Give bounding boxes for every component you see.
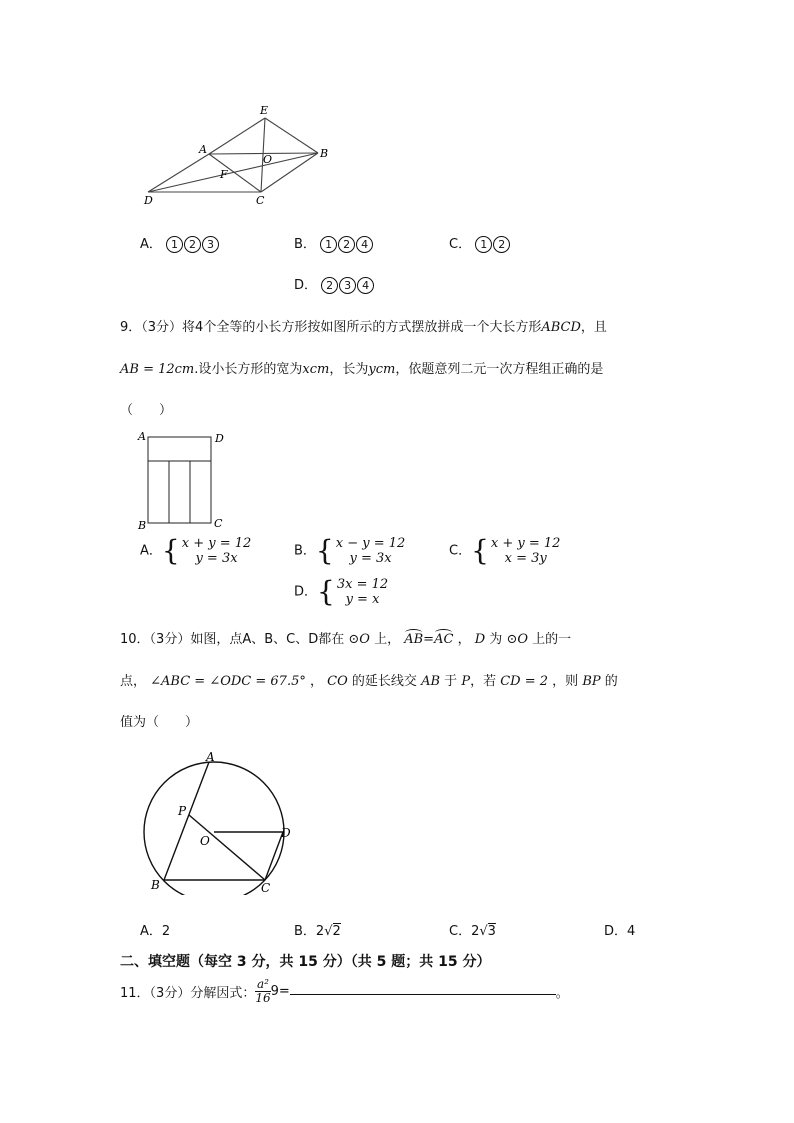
q8-label-D: D — [144, 194, 153, 207]
option-radicand: 2 — [332, 924, 341, 939]
q8-line-AE — [209, 118, 265, 154]
equation-system: x + y = 12 y = 3x — [181, 536, 252, 566]
q8-line-EB — [265, 118, 318, 153]
q8-label-B: B — [320, 147, 329, 160]
q9-stem-line2: AB = 12cm.设小长方形的宽为xcm，长为ycm，依题意列二元一次方程组正确的是 — [120, 362, 604, 377]
q10-label-A: A — [206, 750, 215, 764]
q10-label-P: P — [178, 804, 187, 818]
fraction: $\frac{\text{a²}}{16}$ — [255, 977, 271, 1005]
option-letter: B． — [294, 924, 316, 939]
q8-line-DB — [148, 153, 318, 192]
q9-option-b[interactable] — [294, 536, 405, 566]
q8-option-b[interactable] — [294, 233, 374, 253]
circled-number: 3 — [339, 277, 356, 294]
answer-blank[interactable] — [290, 982, 556, 995]
q8-label-O: O — [263, 153, 273, 166]
q10-option-a[interactable] — [140, 920, 170, 939]
option-letter: C． — [449, 543, 472, 559]
q8-line-AC — [209, 154, 261, 192]
q9-label-C: C — [214, 517, 223, 530]
q8-label-C: C — [256, 194, 265, 207]
q8-label-F: F — [220, 168, 228, 181]
option-letter: C． — [449, 924, 472, 939]
brace-icon: { — [161, 534, 180, 567]
q10-label-B: B — [151, 878, 160, 892]
option-letter: D． — [294, 278, 318, 293]
q10-figure — [138, 745, 308, 895]
q9-label-D: D — [215, 432, 224, 445]
option-value: 2 — [161, 924, 171, 939]
q10-option-d[interactable] — [604, 920, 635, 939]
equation-system: x + y = 12 x = 3y — [490, 536, 561, 566]
section-title: 二、填空题（每空 3 分，共 15 分）（共 5 题；共 15 分） — [120, 954, 491, 970]
q9-outer-rect — [148, 437, 211, 523]
option-letter: D． — [294, 584, 318, 600]
q10-option-c[interactable] — [449, 920, 496, 939]
q11-stem: 11．（3分）分解因式： $\frac{\text{a²}}{16}$ 9= 。 — [120, 977, 569, 1005]
q9-option-a[interactable] — [140, 536, 251, 566]
option-letter: C． — [449, 237, 472, 252]
q9-label-A: A — [138, 430, 146, 443]
circled-number: 2 — [321, 277, 338, 294]
q10-label-O: O — [200, 834, 210, 848]
brace-icon: { — [317, 575, 335, 608]
q9-stem-line1: 9．（3分）将4个全等的小长方形按如图所示的方式摆放拼成一个大长方形ABCD，且 — [120, 320, 607, 335]
option-letter: A． — [140, 543, 162, 559]
q10-stem-line1: 10．（3分）如图，点A、B、C、D都在 ⊙O 上， AB=AC ， D 为 ⊙O 上的一 — [120, 632, 572, 647]
q10-stem-line3: 值为（ ） — [120, 715, 199, 730]
q8-label-A: A — [199, 143, 207, 156]
equation-system: x − y = 12 y = 3x — [335, 536, 406, 566]
q10-label-D: D — [281, 826, 291, 840]
q9-label-B: B — [138, 519, 147, 532]
option-letter: B． — [294, 543, 316, 559]
q10-option-b[interactable] — [294, 920, 341, 939]
option-coef: 2 — [471, 924, 480, 939]
sqrt-icon: √ — [324, 924, 333, 939]
option-letter: A． — [140, 924, 162, 939]
circled-number: 1 — [320, 236, 337, 253]
option-letter: B． — [294, 237, 316, 252]
circled-number: 4 — [357, 277, 374, 294]
brace-icon: { — [315, 534, 334, 567]
q10-line-AB — [164, 762, 209, 880]
brace-icon: { — [471, 534, 489, 567]
q8-label-E: E — [260, 104, 269, 117]
circled-number: 2 — [493, 236, 510, 253]
option-radicand: 3 — [487, 924, 496, 939]
equation-system: 3x = 12 y = x — [336, 577, 389, 607]
q10-label-C: C — [261, 881, 271, 895]
option-coef: 2 — [315, 924, 325, 939]
option-letter: D． — [604, 924, 628, 939]
q9-option-d[interactable] — [294, 577, 388, 607]
q10-circle — [144, 762, 284, 895]
q10-stem-line2: 点， ∠ABC = ∠ODC = 67.5° ， CO 的延长线交 AB 于 P，若 CD = 2 ，则 BP 的 — [120, 674, 618, 689]
q8-option-c[interactable] — [449, 233, 511, 253]
q9-answer-paren: （ ） — [120, 403, 173, 418]
q8-line-DA — [148, 154, 209, 192]
option-value: 4 — [627, 924, 636, 939]
q9-option-c[interactable] — [449, 536, 560, 566]
q9-figure — [134, 428, 234, 532]
circled-number: 2 — [184, 236, 201, 253]
circled-number: 2 — [338, 236, 355, 253]
q8-option-d[interactable] — [294, 274, 375, 294]
circled-number: 4 — [356, 236, 373, 253]
circled-number: 1 — [166, 236, 183, 253]
sqrt-icon: √ — [479, 924, 488, 939]
circled-number: 3 — [202, 236, 219, 253]
option-letter: A． — [140, 237, 162, 252]
q8-option-a[interactable] — [140, 233, 220, 253]
circled-number: 1 — [475, 236, 492, 253]
q8-figure — [138, 100, 338, 210]
